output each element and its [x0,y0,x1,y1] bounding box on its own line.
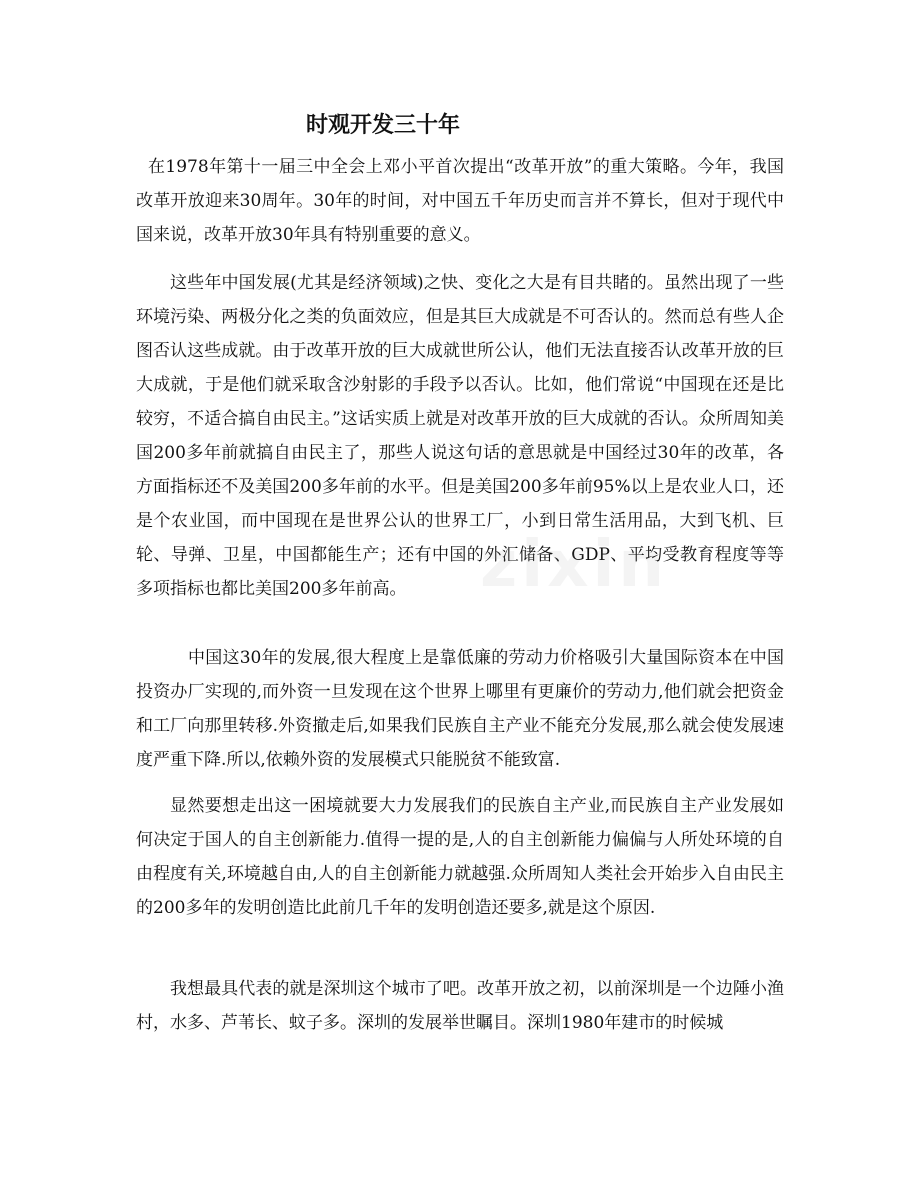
paragraph-1: 在1978年第十一届三中全会上邓小平首次提出“改革开放”的重大策略。今年，我国改革开放迎来30周年。30年的时间，对中国五千年历史而言并不算长，但对于现代中国来说，改革开放30年具有特别重要的意义。 [136,157,784,245]
watermark: zixin [480,528,668,602]
paragraph-5: 我想最具代表的就是深圳这个城市了吧。改革开放之初，以前深圳是一个边陲小渔村，水多、芦苇长、蚊子多。深圳的发展举世瞩目。深圳1980年建市的时候城 [136,979,784,1033]
paragraph-3: 中国这30年的发展,很大程度上是靠低廉的劳动力价格吸引大量国际资本在中国投资办厂实现的,而外资一旦发现在这个世界上哪里有更廉价的劳动力,他们就会把资金和工厂向那里转移.外资撤走后,如果我们民族自主产业不能充分发展,那么就会使发展速度严重下降.所以,依赖外资的发展模式只能脱贫不能致富. [136,648,784,770]
paragraph-2: 这些年中国发展(尤其是经济领域)之快、变化之大是有目共睹的。虽然出现了一些环境污染、两极分化之类的负面效应，但是其巨大成就是不可否认的。然而总有些人企图否认这些成就。由于改革开放的巨大成就世所公认，他们无法直接否认改革开放的巨大成就，于是他们就采取含沙射影的手段予以否认。比如，他们常说“中国现在还是比较穷，不适合搞自由民主。”这话实质上就是对改革开放的巨大成就的否认。众所周知美国200多年前就搞自由民主了，那些人说这句话的意思就是中国经过30年的改革，各方面指标还不及美国200多年前的水平。但是美国200多年前95%以上是农业人口，还是个农业国，而中国现在是世界公认的世界工厂，小到日常生活用品，大到飞机、巨轮、导弹、卫星，中国都能生产；还有中国的外汇储备、GDP、平均受教育程度等等多项指标也都比美国200多年前高。 [136,273,784,599]
document-title: 时观开发三十年 [306,113,461,138]
paragraph-4: 显然要想走出这一困境就要大力发展我们的民族自主产业,而民族自主产业发展如何决定于国人的自主创新能力.值得一提的是,人的自主创新能力偏偏与人所处环境的自由程度有关,环境越自由,人的自主创新能力就越强.众所周知人类社会开始步入自由民主的200多年的发明创造比此前几千年的发明创造还要多,就是这个原因. [136,796,784,918]
